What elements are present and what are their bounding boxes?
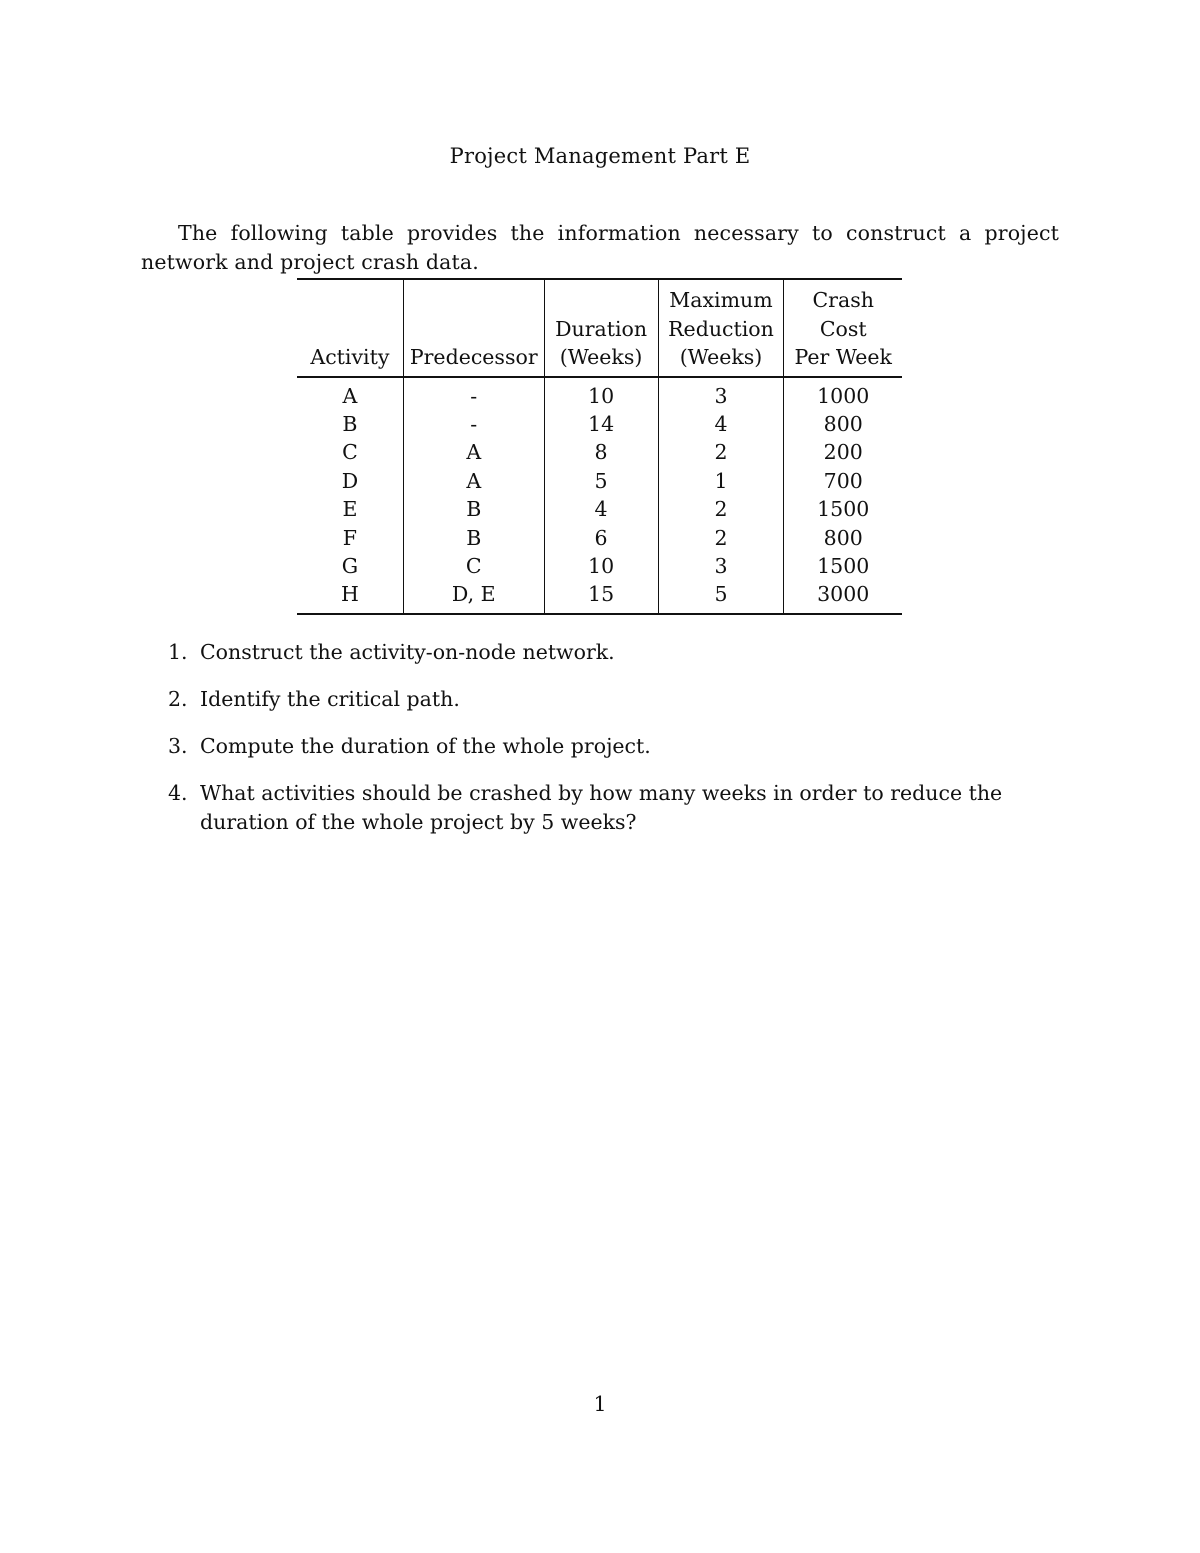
cell-predecessor: C: [403, 552, 544, 580]
table-row: [297, 580, 902, 613]
cell-crash-cost: 800: [823, 411, 863, 436]
header-line: Duration: [555, 316, 648, 341]
cell-duration: 15: [544, 580, 658, 613]
question-number: 4.: [168, 781, 188, 805]
header-line: (Weeks): [679, 345, 763, 369]
header-maximum-reduction: [658, 279, 784, 377]
cell-predecessor: B: [403, 524, 544, 552]
cell-max-reduction: 4: [658, 410, 784, 438]
header-line: [410, 286, 538, 315]
cell-duration: 6: [544, 524, 658, 552]
header-line: Reduction: [668, 316, 774, 341]
crash-data-table: [297, 278, 902, 615]
cell-predecessor: B: [403, 495, 544, 523]
header-line: Cost: [819, 316, 867, 341]
cell-predecessor: A: [403, 438, 544, 466]
list-item: [141, 638, 1059, 667]
cell-duration: 10: [544, 552, 658, 580]
header-activity: [297, 279, 403, 377]
header-line: Predecessor: [409, 345, 538, 369]
cell-crash-cost: 1500: [817, 497, 870, 522]
cell-activity: C: [297, 438, 403, 466]
question-number: 3.: [168, 734, 188, 758]
header-line: Crash: [812, 288, 874, 312]
cell-predecessor: A: [403, 467, 544, 495]
header-line: [303, 315, 397, 344]
cell-crash-cost: 3000: [817, 582, 870, 607]
header-duration: [544, 279, 658, 377]
question-number: 2.: [168, 687, 188, 711]
cell-activity: H: [297, 580, 403, 613]
header-line: [410, 315, 538, 344]
cell-max-reduction: 2: [658, 438, 784, 466]
page-number: 1: [593, 1392, 607, 1416]
header-line: [303, 286, 397, 315]
cell-duration: 10: [544, 377, 658, 410]
list-item: [141, 685, 1059, 714]
header-crash-cost: [784, 279, 902, 377]
table-header-row: [297, 279, 902, 377]
cell-predecessor: -: [403, 410, 544, 438]
question-number: 1.: [168, 640, 188, 664]
cell-predecessor: -: [403, 377, 544, 410]
cell-activity: D: [297, 467, 403, 495]
cell-max-reduction: 3: [658, 552, 784, 580]
cell-activity: F: [297, 524, 403, 552]
table-row: [297, 377, 902, 410]
cell-max-reduction: 2: [658, 495, 784, 523]
cell-activity: G: [297, 552, 403, 580]
table-row: [297, 552, 902, 580]
cell-duration: 8: [544, 438, 658, 466]
cell-crash-cost: 1000: [817, 383, 870, 408]
cell-max-reduction: 2: [658, 524, 784, 552]
cell-crash-cost: 800: [823, 525, 863, 550]
question-text: Compute the duration of the whole project.: [200, 734, 651, 758]
cell-max-reduction: 3: [658, 377, 784, 410]
header-line: Activity: [310, 345, 390, 369]
table-row: [297, 438, 902, 466]
cell-activity: A: [297, 377, 403, 410]
header-predecessor: [403, 279, 544, 377]
cell-duration: 14: [544, 410, 658, 438]
cell-predecessor: D, E: [403, 580, 544, 613]
cell-duration: 5: [544, 467, 658, 495]
header-line: Per Week: [794, 345, 892, 369]
cell-max-reduction: 1: [658, 467, 784, 495]
list-item: [141, 779, 1059, 837]
question-list: [141, 638, 1059, 855]
question-text: Identify the critical path.: [200, 687, 460, 711]
cell-crash-cost: 1500: [817, 553, 870, 578]
question-text: Construct the activity-on-node network.: [200, 640, 615, 664]
question-text: What activities should be crashed by how many weeks in order to reduce the duration of the whole project by 5 weeks?: [200, 781, 1003, 834]
intro-paragraph: The following table provides the information necessary to construct a project network and project crash data.: [141, 220, 1059, 274]
table-row: [297, 495, 902, 523]
header-line: Maximum: [669, 288, 773, 312]
cell-crash-cost: 700: [823, 468, 863, 493]
cell-max-reduction: 5: [658, 580, 784, 613]
list-item: [141, 732, 1059, 761]
cell-crash-cost: 200: [823, 440, 863, 465]
header-line: (Weeks): [559, 345, 643, 369]
table-row: [297, 524, 902, 552]
table-row: [297, 410, 902, 438]
cell-activity: B: [297, 410, 403, 438]
cell-activity: E: [297, 495, 403, 523]
table-row: [297, 467, 902, 495]
cell-duration: 4: [544, 495, 658, 523]
header-line: [551, 286, 652, 315]
page-title: Project Management Part E: [449, 144, 751, 168]
